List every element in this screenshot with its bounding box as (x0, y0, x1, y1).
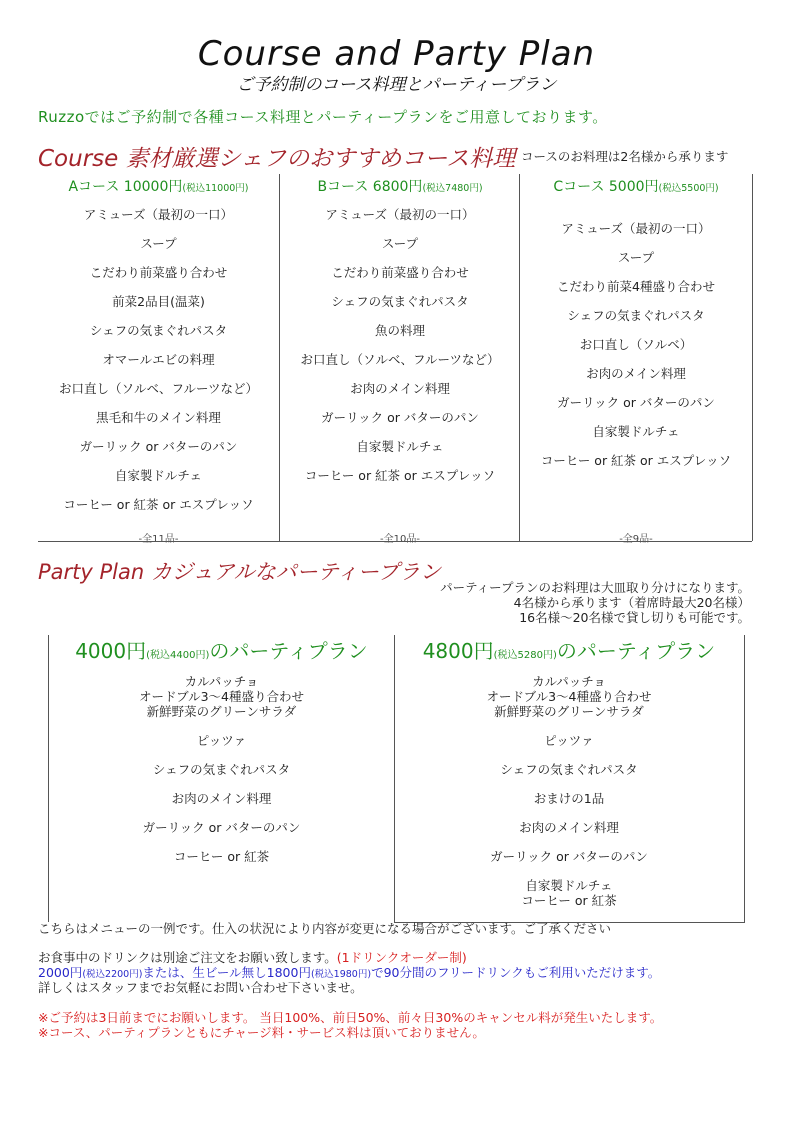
free-drink-alt-tax: (税込1980円) (310, 969, 372, 980)
course-a-column (38, 174, 279, 545)
menu-item: お肉のメイン料理 (171, 791, 272, 806)
course-c-column (519, 174, 753, 545)
menu-item: シェフの気まぐれパスタ (89, 323, 228, 338)
course-a-price: Aコース 10000円 (68, 179, 183, 195)
menu-item: コーヒー or 紅茶 or エスプレッソ (304, 468, 496, 483)
menu-item: スープ (140, 236, 177, 251)
course-a-tax: (税込11000円) (182, 183, 249, 194)
page-title: Course and Party Plan (197, 34, 596, 74)
course-b-total: -全10品- (380, 534, 420, 545)
plan-price: 4000円 (75, 639, 147, 663)
menu-item: カルパッチョ (184, 674, 259, 689)
course-table-divider (38, 541, 752, 542)
menu-item: スープ (617, 250, 655, 265)
course-a-name (38, 176, 279, 196)
menu-item: 新鮮野菜のグリーンサラダ (494, 704, 644, 719)
menu-item: ガーリック or バターのパン (557, 395, 715, 410)
menu-item: お口直し（ソルベ） (579, 337, 693, 352)
charge-note: ※コース、パーティプランともにチャージ料・サービス料は頂いておりません。 (38, 1025, 485, 1040)
party-table (48, 635, 745, 922)
menu-item: ピッツァ (196, 733, 247, 748)
party-note: パーティープランのお料理は大皿取り分けになります。 (440, 580, 750, 595)
party-plan-4800-title (394, 635, 744, 664)
party-plan-4800-items (394, 674, 744, 908)
party-plan-4000-title (49, 635, 394, 664)
menu-item: シェフの気まぐれパスタ (567, 308, 705, 323)
menu-item: お肉のメイン料理 (519, 820, 619, 835)
menu-item: アミューズ（最初の一口） (325, 207, 475, 222)
menu-item: ガーリック or バターのパン (142, 820, 301, 835)
one-drink-order-note: (1ドリンクオーダー制) (336, 950, 467, 965)
course-b-price: Bコース 6800円 (317, 179, 423, 195)
course-c-items (520, 214, 752, 475)
menu-item: 自家製ドルチェ (356, 439, 444, 454)
menu-item: こだわり前菜盛り合わせ (89, 265, 228, 280)
menu-item: お肉のメイン料理 (586, 366, 686, 381)
menu-item: ガーリック or バターのパン (79, 439, 238, 454)
menu-item: コーヒー or 紅茶 or エスプレッソ (540, 453, 732, 468)
free-drink-tax: (税込2200円) (82, 969, 143, 980)
menu-item: アミューズ（最初の一口） (561, 221, 711, 236)
menu-item: コーヒー or 紅茶 or エスプレッソ (63, 497, 254, 512)
menu-item: こだわり前菜盛り合わせ (331, 265, 469, 280)
menu-item: ガーリック or バターのパン (490, 849, 648, 864)
menu-item: 前菜2品目(温菜) (112, 294, 205, 309)
menu-item: 自家製ドルチェ (114, 468, 203, 483)
drink-note-text: お食事中のドリンクは別途ご注文をお願い致します。 (38, 950, 337, 965)
menu-item: お肉のメイン料理 (350, 381, 450, 396)
page-subtitle: ご予約制のコース料理とパーティープラン (236, 75, 557, 95)
menu-item: ピッツァ (544, 733, 594, 748)
menu-item: オードブル3～4種盛り合わせ (486, 689, 652, 704)
contact-note: 詳しくはスタッフまでお気軽にお問い合わせ下さいませ。 (38, 980, 363, 995)
drink-note-line-1 (38, 950, 467, 965)
course-b-column (279, 174, 520, 545)
menu-item: ガーリック or バターのパン (321, 410, 479, 425)
free-drink-desc: で90分間のフリードリンクもご利用いただけます。 (371, 965, 661, 980)
course-c-name (520, 176, 752, 196)
course-b-tax: (税込7480円) (422, 183, 483, 194)
intro-text: Ruzzoではご予約制で各種コース料理とパーティープランをご用意しております。 (38, 108, 608, 126)
menu-item: オードブル3～4種盛り合わせ (138, 689, 305, 704)
plan-tax: (税込4400円) (146, 650, 210, 661)
course-c-price: Cコース 5000円 (553, 179, 659, 195)
menu-item: コーヒー or 紅茶 (173, 849, 270, 864)
free-drink-price: 2000円 (38, 965, 83, 980)
course-table (38, 174, 752, 545)
menu-example-note: こちらはメニューの一例です。仕入の状況により内容が変更になる場合がございます。ご了承ください (38, 921, 612, 936)
menu-item: おまけの1品 (533, 791, 605, 806)
course-c-total: -全9品- (619, 534, 653, 545)
menu-item: スープ (381, 236, 419, 251)
course-a-total: -全11品- (138, 534, 179, 545)
plan-price: 4800円 (422, 639, 494, 663)
menu-item: 魚の料理 (374, 323, 425, 338)
menu-item: シェフの気まぐれパスタ (331, 294, 469, 309)
menu-item: コーヒー or 紅茶 (521, 893, 617, 908)
plan-suffix: のパーティプラン (556, 639, 716, 663)
menu-item: シェフの気まぐれパスタ (152, 762, 291, 777)
menu-item: カルパッチョ (532, 674, 606, 689)
course-a-items (38, 200, 279, 519)
menu-item: アミューズ（最初の一口） (83, 207, 234, 222)
party-plan-4800-column (394, 635, 745, 923)
menu-item: 自家製ドルチェ (525, 878, 613, 893)
course-b-items (280, 200, 520, 490)
plan-suffix: のパーティプラン (209, 639, 368, 663)
course-b-name (280, 176, 520, 196)
menu-item: こだわり前菜4種盛り合わせ (557, 279, 715, 294)
party-note: 16名様～20名様で貸し切りも可能です。 (519, 610, 750, 625)
party-plan-4000-items (49, 674, 394, 864)
party-plan-4000-column (48, 635, 395, 922)
menu-item: シェフの気まぐれパスタ (500, 762, 638, 777)
party-heading: Party Plan カジュアルなパーティープラン (38, 560, 441, 584)
menu-item: 新鮮野菜のグリーンサラダ (146, 704, 297, 719)
course-c-tax: (税込5500円) (658, 183, 719, 194)
cancellation-note: ※ご予約は3日前までにお願いします。 当日100%、前日50%、前々日30%のキャンセル料が発生いたします。 (38, 1010, 663, 1025)
free-drink-alt-price: または、生ビール無し1800円 (142, 965, 311, 980)
course-note: コースのお料理は2名様から承ります (521, 149, 729, 164)
party-note: 4名様から承ります（着席時最大20名様） (513, 595, 750, 610)
menu-item: お口直し（ソルベ、フルーツなど） (58, 381, 258, 396)
menu-item: 自家製ドルチェ (592, 424, 680, 439)
course-heading: Course 素材厳選シェフのおすすめコース料理 (38, 146, 516, 172)
menu-item: オマールエビの料理 (102, 352, 215, 367)
party-notes (330, 580, 750, 625)
menu-item: 黒毛和牛のメイン料理 (96, 410, 221, 425)
menu-item: お口直し（ソルベ、フルーツなど） (300, 352, 500, 367)
plan-tax: (税込5280円) (493, 650, 557, 661)
